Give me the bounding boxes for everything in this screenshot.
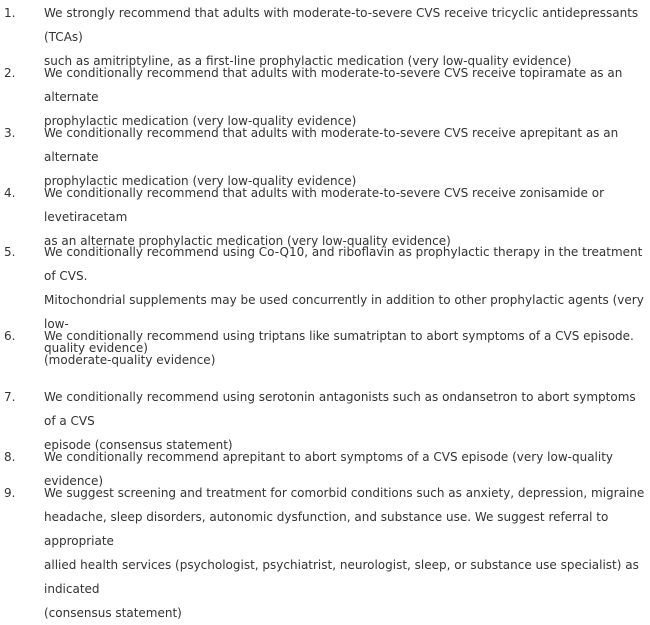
item-text: We conditionally recommend that adults with moderate-to-severe CVS receive zonisamide or levetiracetam as an alternate prophylactic medication (very low-quality evidence)	[44, 186, 605, 248]
item-number: 7.	[4, 390, 16, 404]
item-text: We conditionally recommend using serotonin antagonists such as ondansetron to abort symptoms of a CVS episode (consensus statement)	[44, 390, 636, 452]
item-text: We suggest screening and treatment for comorbid conditions such as anxiety, depression, migraine headache, sleep disorders, autonomic dysfunction, and substance use. We suggest referral to appropriate allied health services (psychologist, psychiatrist, neurologist, sleep, or substance use specialist) as indicated (consensus statement)	[44, 486, 645, 620]
item-text: We conditionally recommend that adults with moderate-to-severe CVS receive aprepitant as an alternate prophylactic medication (very low-quality evidence)	[44, 126, 619, 188]
item-text: We conditionally recommend that adults with moderate-to-severe CVS receive topiramate as an alternate prophylactic medication (very low-quality evidence)	[44, 66, 623, 128]
item-number: 8.	[4, 450, 16, 464]
item-text: We strongly recommend that adults with moderate-to-severe CVS receive tricyclic antidepressants (TCAs) such as amitriptyline, as a first-line prophylactic medication (very low-quality evidence)	[44, 6, 639, 68]
item-number: 5.	[4, 245, 16, 259]
item-number: 4.	[4, 186, 16, 200]
item-number: 6.	[4, 329, 16, 343]
item-text: We conditionally recommend using Co-Q10, and riboflavin as prophylactic therapy in the treatment of CVS. Mitochondrial supplements may be used concurrently in addition to other prophylactic agents (very low- quality evidence)	[44, 245, 644, 355]
item-number: 9.	[4, 486, 16, 500]
item-number: 3.	[4, 126, 16, 140]
item-number: 2.	[4, 66, 16, 80]
item-text: We conditionally recommend aprepitant to abort symptoms of a CVS episode (very low-quality evidence)	[44, 450, 614, 488]
item-text: We conditionally recommend using triptans like sumatriptan to abort symptoms of a CVS episode. (moderate-quality evidence)	[44, 329, 634, 367]
item-number: 1.	[4, 6, 16, 20]
